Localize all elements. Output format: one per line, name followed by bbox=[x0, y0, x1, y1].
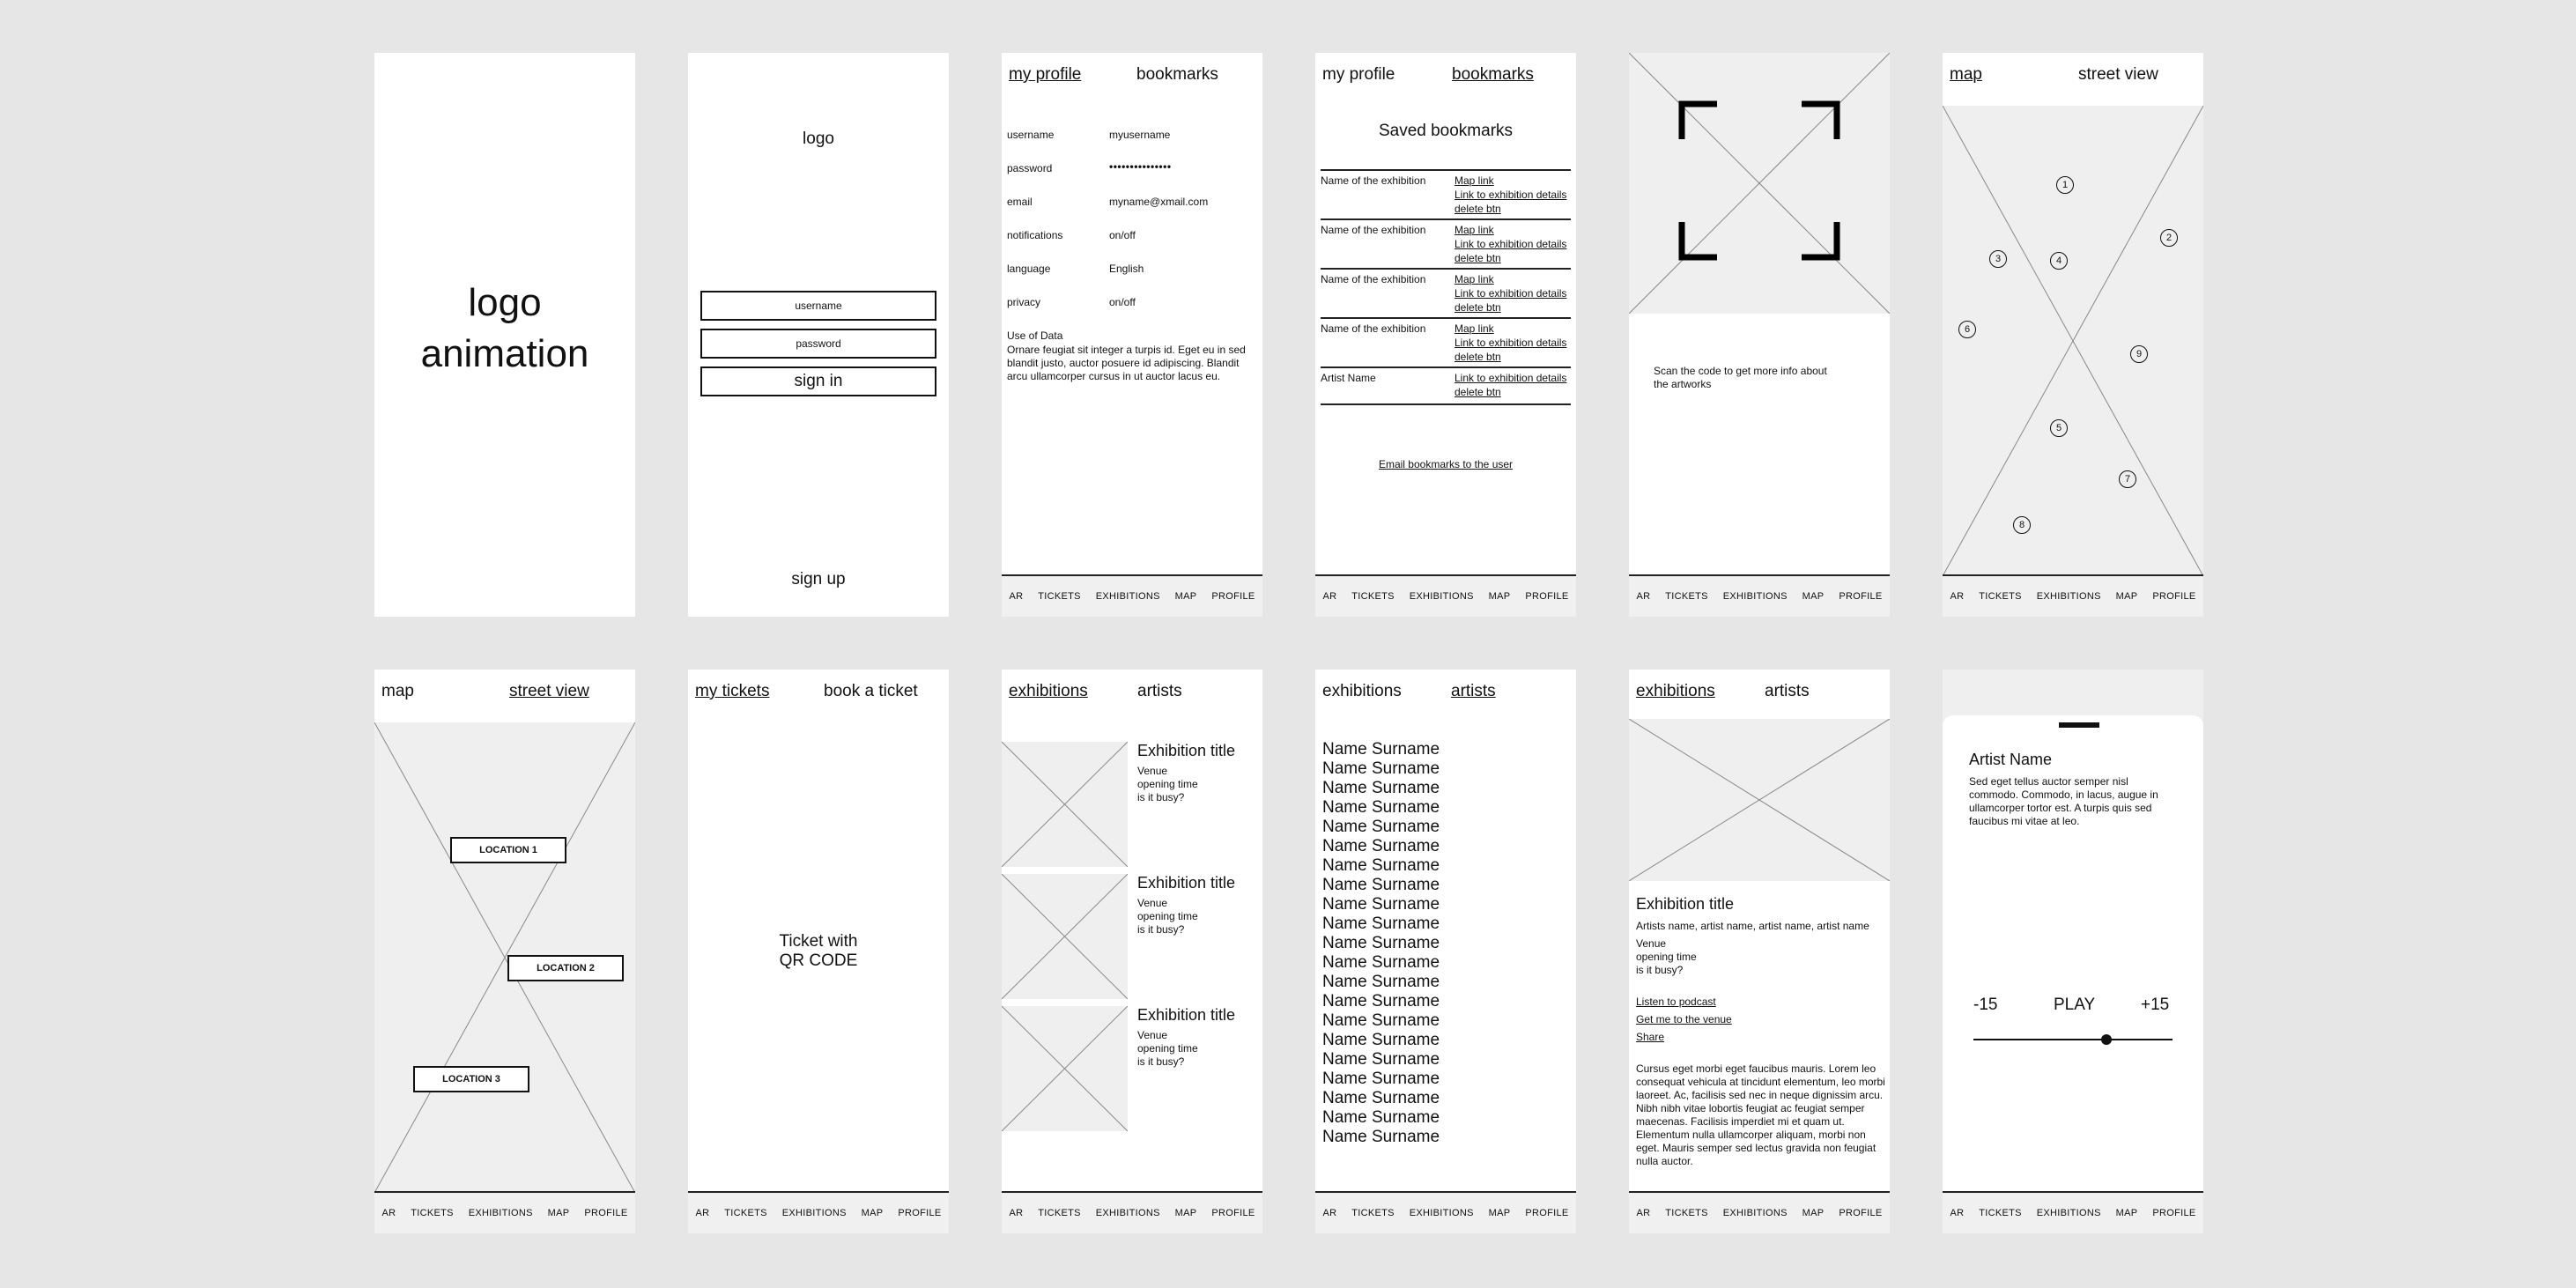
artists-screen bbox=[1315, 670, 1576, 1233]
nav-ar[interactable]: AR bbox=[1950, 591, 1965, 602]
artist-name[interactable]: Name Surname bbox=[1322, 759, 1440, 778]
exhibition-name: Name of the exhibition bbox=[1321, 273, 1426, 285]
field-value[interactable]: on/off bbox=[1109, 229, 1136, 241]
exhibitions-screen bbox=[1002, 670, 1262, 1233]
tab-artists[interactable]: artists bbox=[1451, 682, 1496, 700]
use-of-data-title: Use of Data bbox=[1007, 329, 1063, 342]
placeholder-cross bbox=[1002, 742, 1128, 867]
nav-map[interactable]: MAP bbox=[1802, 591, 1825, 602]
bottom-nav bbox=[1002, 1191, 1262, 1233]
bookmark-row bbox=[1321, 169, 1571, 220]
busy-status: is it busy? bbox=[1137, 1055, 1185, 1068]
progress-track[interactable] bbox=[1973, 1039, 2173, 1040]
logo: logo bbox=[803, 130, 834, 148]
exhibition-meta bbox=[1137, 897, 1198, 936]
nav-profile[interactable]: PROFILE bbox=[2152, 1208, 2196, 1218]
nav-exhibitions[interactable]: EXHIBITIONS bbox=[1409, 591, 1474, 602]
field-value[interactable]: myusername bbox=[1109, 129, 1171, 141]
map-pin[interactable]: 1 bbox=[2056, 176, 2074, 194]
exhibition-detail-screen bbox=[1629, 670, 1890, 1233]
animation-text: animation bbox=[420, 332, 589, 375]
exhibition-meta bbox=[1636, 937, 1697, 977]
player-sheet bbox=[1943, 715, 2203, 1193]
nav-map[interactable]: MAP bbox=[2115, 591, 2138, 602]
location-marker[interactable]: LOCATION 2 bbox=[507, 955, 624, 981]
artist-name[interactable]: Name Surname bbox=[1322, 1070, 1440, 1088]
ar-scan-screen bbox=[1629, 53, 1890, 617]
nav-tickets[interactable]: TICKETS bbox=[1038, 591, 1081, 602]
nav-exhibitions[interactable]: EXHIBITIONS bbox=[1095, 1208, 1160, 1218]
details-link[interactable]: Link to exhibition details bbox=[1455, 372, 1567, 384]
tab-map[interactable]: map bbox=[1950, 65, 1982, 84]
artist-name[interactable]: Name Surname bbox=[1322, 740, 1440, 759]
field-label: email bbox=[1007, 196, 1033, 208]
nav-ar[interactable]: AR bbox=[1009, 591, 1024, 602]
forward-15-button[interactable]: +15 bbox=[2141, 996, 2170, 1014]
map-screen bbox=[1943, 53, 2203, 617]
artist-name[interactable]: Name Surname bbox=[1322, 1108, 1440, 1127]
tab-exhibitions[interactable]: exhibitions bbox=[1636, 682, 1715, 700]
nav-profile[interactable]: PROFILE bbox=[1525, 591, 1569, 602]
nav-exhibitions[interactable]: EXHIBITIONS bbox=[781, 1208, 847, 1218]
progress-knob[interactable] bbox=[2101, 1034, 2112, 1045]
venue: Venue bbox=[1137, 765, 1168, 777]
venue: Venue bbox=[1636, 937, 1667, 950]
map-pin[interactable]: 6 bbox=[1958, 321, 1976, 338]
map-pin[interactable]: 2 bbox=[2160, 229, 2178, 247]
nav-ar[interactable]: AR bbox=[695, 1208, 710, 1218]
nav-exhibitions[interactable]: EXHIBITIONS bbox=[1722, 591, 1788, 602]
tab-map[interactable]: map bbox=[381, 682, 414, 700]
exhibition-name: Name of the exhibition bbox=[1321, 224, 1426, 236]
ticket-qr-code[interactable] bbox=[688, 932, 949, 971]
delete-button[interactable]: delete btn bbox=[1455, 301, 1501, 314]
nav-map[interactable]: MAP bbox=[1488, 1208, 1511, 1218]
nav-ar[interactable]: AR bbox=[1322, 591, 1337, 602]
podcast-link[interactable]: Listen to podcast bbox=[1636, 996, 1716, 1008]
bottom-nav bbox=[1629, 574, 1890, 617]
field-label: language bbox=[1007, 263, 1051, 275]
map-pin[interactable]: 5 bbox=[2050, 419, 2068, 437]
tickets-screen bbox=[688, 670, 949, 1233]
tab-artists[interactable]: artists bbox=[1765, 682, 1810, 700]
street-view-screen bbox=[374, 670, 635, 1233]
nav-tickets[interactable]: TICKETS bbox=[1979, 591, 2022, 602]
field-label: notifications bbox=[1007, 229, 1063, 241]
busy-status: is it busy? bbox=[1137, 791, 1185, 803]
exhibition-card[interactable] bbox=[1002, 874, 1262, 999]
drag-handle[interactable] bbox=[2059, 722, 2099, 728]
exhibition-title: Exhibition title bbox=[1137, 1006, 1236, 1024]
profile-screen bbox=[1002, 53, 1262, 617]
nav-exhibitions[interactable]: EXHIBITIONS bbox=[2036, 1208, 2101, 1218]
nav-map[interactable]: MAP bbox=[1174, 591, 1197, 602]
tab-street-view[interactable]: street view bbox=[2078, 65, 2158, 84]
nav-profile[interactable]: PROFILE bbox=[1839, 1208, 1883, 1218]
placeholder-cross bbox=[1629, 719, 1890, 881]
map-link[interactable]: Map link bbox=[1455, 322, 1494, 335]
exhibition-name: Name of the exhibition bbox=[1321, 322, 1426, 335]
bookmark-row bbox=[1321, 268, 1571, 319]
artist-name[interactable]: Name Surname bbox=[1322, 895, 1440, 914]
sign-in-button[interactable]: sign in bbox=[700, 366, 936, 396]
exhibition-name: Name of the exhibition bbox=[1321, 174, 1426, 187]
nav-exhibitions[interactable]: EXHIBITIONS bbox=[1722, 1208, 1788, 1218]
nav-profile[interactable]: PROFILE bbox=[1211, 591, 1255, 602]
bookmark-row-artist bbox=[1321, 366, 1571, 405]
field-value[interactable]: ••••••••••••••• bbox=[1109, 160, 1172, 173]
map-pin[interactable]: 3 bbox=[1989, 250, 2007, 268]
placeholder-cross bbox=[1002, 874, 1128, 999]
scan-hint: Scan the code to get more info about the artworks bbox=[1654, 365, 1827, 390]
bottom-nav bbox=[1315, 574, 1576, 617]
artist-name[interactable]: Name Surname bbox=[1322, 973, 1440, 991]
nav-ar[interactable]: AR bbox=[1009, 1208, 1024, 1218]
busy-status: is it busy? bbox=[1636, 964, 1684, 976]
busy-status: is it busy? bbox=[1137, 923, 1185, 936]
use-of-data-text: Ornare feugiat sit integer a turpis id. Eget eu in sed blandit justo, auctor posuere id adipiscing. Blandit arcu ullamcorper cursus in ut auctor lacus eu. bbox=[1007, 344, 1246, 382]
artist-name[interactable]: Name Surname bbox=[1322, 1050, 1440, 1069]
nav-tickets[interactable]: TICKETS bbox=[1665, 1208, 1708, 1218]
tab-artists[interactable]: artists bbox=[1137, 682, 1182, 700]
nav-exhibitions[interactable]: EXHIBITIONS bbox=[468, 1208, 533, 1218]
field-label: privacy bbox=[1007, 296, 1041, 308]
delete-button[interactable]: delete btn bbox=[1455, 203, 1501, 215]
tab-my-profile[interactable]: my profile bbox=[1322, 65, 1395, 84]
nav-tickets[interactable]: TICKETS bbox=[724, 1208, 767, 1218]
placeholder-cross bbox=[1002, 1006, 1128, 1131]
delete-button[interactable]: delete btn bbox=[1455, 386, 1501, 398]
venue: Venue bbox=[1137, 1029, 1168, 1041]
artist-name[interactable]: Name Surname bbox=[1322, 1011, 1440, 1030]
exhibition-hero-placeholder bbox=[1629, 719, 1890, 881]
details-link[interactable]: Link to exhibition details bbox=[1455, 337, 1567, 349]
nav-profile[interactable]: PROFILE bbox=[1211, 1208, 1255, 1218]
nav-profile[interactable]: PROFILE bbox=[1525, 1208, 1569, 1218]
location-marker[interactable]: LOCATION 3 bbox=[413, 1066, 529, 1092]
artist-name[interactable]: Name Surname bbox=[1322, 837, 1440, 855]
details-link[interactable]: Link to exhibition details bbox=[1455, 287, 1567, 300]
rewind-15-button[interactable]: -15 bbox=[1973, 996, 1998, 1014]
nav-ar[interactable]: AR bbox=[1636, 591, 1651, 602]
nav-exhibitions[interactable]: EXHIBITIONS bbox=[2036, 591, 2101, 602]
map-placeholder[interactable] bbox=[1943, 106, 2203, 576]
map-pin[interactable]: 9 bbox=[2130, 345, 2148, 363]
artist-bio: Sed eget tellus auctor semper nisl commodo. Commodo, in lacus, augue in ullamcorper tortor est. A turpis quis sed faucibus mi vitae at leo. bbox=[1969, 775, 2158, 827]
bottom-nav bbox=[1002, 574, 1262, 617]
field-label: password bbox=[1007, 162, 1053, 174]
opening-time: opening time bbox=[1137, 778, 1198, 790]
nav-profile[interactable]: PROFILE bbox=[1839, 591, 1883, 602]
field-value[interactable]: myname@xmail.com bbox=[1109, 196, 1209, 208]
bottom-nav bbox=[1943, 574, 2203, 617]
nav-tickets[interactable]: TICKETS bbox=[1038, 1208, 1081, 1218]
tab-my-profile[interactable]: my profile bbox=[1009, 65, 1082, 84]
exhibition-card[interactable] bbox=[1002, 1006, 1262, 1131]
tab-bookmarks[interactable]: bookmarks bbox=[1136, 65, 1218, 84]
exhibition-image-placeholder bbox=[1002, 874, 1128, 999]
bookmarks-screen bbox=[1315, 53, 1576, 617]
nav-tickets[interactable]: TICKETS bbox=[1979, 1208, 2022, 1218]
username-field[interactable]: username bbox=[700, 291, 936, 321]
share-link[interactable]: Share bbox=[1636, 1031, 1665, 1043]
exhibition-card[interactable] bbox=[1002, 742, 1262, 867]
nav-profile[interactable]: PROFILE bbox=[2152, 591, 2196, 602]
tab-book-ticket[interactable]: book a ticket bbox=[824, 682, 918, 700]
details-link[interactable]: Link to exhibition details bbox=[1455, 189, 1567, 201]
saved-bookmarks-title: Saved bookmarks bbox=[1378, 122, 1514, 140]
play-button[interactable]: PLAY bbox=[2054, 996, 2096, 1014]
map-link[interactable]: Map link bbox=[1455, 224, 1494, 236]
opening-time: opening time bbox=[1636, 951, 1697, 963]
field-label: username bbox=[1007, 129, 1055, 141]
nav-map[interactable]: MAP bbox=[861, 1208, 884, 1218]
nav-profile[interactable]: PROFILE bbox=[584, 1208, 628, 1218]
artist-name[interactable]: Name Surname bbox=[1322, 798, 1440, 817]
artist-name[interactable]: Name Surname bbox=[1322, 1128, 1440, 1146]
sign-up-link[interactable]: sign up bbox=[791, 570, 846, 588]
artist-name[interactable]: Name Surname bbox=[1322, 1031, 1440, 1049]
artist-name[interactable]: Name Surname bbox=[1322, 914, 1440, 933]
exhibition-title: Exhibition title bbox=[1137, 742, 1236, 759]
password-field[interactable]: password bbox=[700, 329, 936, 359]
nav-ar[interactable]: AR bbox=[1950, 1208, 1965, 1218]
login-screen bbox=[688, 53, 949, 617]
nav-tickets[interactable]: TICKETS bbox=[1351, 591, 1395, 602]
bottom-nav bbox=[1629, 1191, 1890, 1233]
logo-text: logo bbox=[468, 281, 542, 324]
details-link[interactable]: Link to exhibition details bbox=[1455, 238, 1567, 250]
field-value[interactable]: English bbox=[1109, 263, 1144, 275]
tab-my-tickets[interactable]: my tickets bbox=[695, 682, 770, 700]
tab-street-view[interactable]: street view bbox=[509, 682, 589, 700]
exhibition-meta bbox=[1137, 1029, 1198, 1069]
bookmark-row bbox=[1321, 218, 1571, 270]
bookmark-row bbox=[1321, 317, 1571, 368]
exhibition-image-placeholder bbox=[1002, 742, 1128, 867]
location-marker[interactable]: LOCATION 1 bbox=[450, 837, 566, 863]
artist-name[interactable]: Name Surname bbox=[1322, 1089, 1440, 1107]
bottom-nav bbox=[688, 1191, 949, 1233]
audio-player-screen bbox=[1943, 670, 2203, 1233]
email-bookmarks-link[interactable]: Email bookmarks to the user bbox=[1378, 458, 1514, 470]
exhibition-title: Exhibition title bbox=[1137, 874, 1236, 892]
nav-ar[interactable]: AR bbox=[1322, 1208, 1337, 1218]
map-pin[interactable]: 4 bbox=[2050, 252, 2068, 270]
nav-tickets[interactable]: TICKETS bbox=[1351, 1208, 1395, 1218]
exhibition-title: Exhibition title bbox=[1636, 895, 1735, 913]
nav-tickets[interactable]: TICKETS bbox=[411, 1208, 454, 1218]
splash-screen bbox=[374, 53, 635, 617]
map-pin[interactable]: 7 bbox=[2119, 470, 2136, 488]
nav-map[interactable]: MAP bbox=[1802, 1208, 1825, 1218]
artist-list bbox=[1322, 740, 1440, 1147]
bottom-nav bbox=[1943, 1191, 2203, 1233]
venue: Venue bbox=[1137, 897, 1168, 909]
nav-exhibitions[interactable]: EXHIBITIONS bbox=[1095, 591, 1160, 602]
exhibition-artists: Artists name, artist name, artist name, artist name bbox=[1636, 920, 1869, 932]
nav-tickets[interactable]: TICKETS bbox=[1665, 591, 1708, 602]
ticket-line: Ticket with bbox=[779, 932, 858, 951]
artist-name[interactable]: Name Surname bbox=[1322, 856, 1440, 875]
scan-frame-icon bbox=[1629, 53, 1890, 314]
opening-time: opening time bbox=[1137, 1042, 1198, 1055]
artist-name[interactable]: Name Surname bbox=[1322, 876, 1440, 894]
exhibition-image-placeholder bbox=[1002, 1006, 1128, 1131]
nav-map[interactable]: MAP bbox=[2115, 1208, 2138, 1218]
nav-map[interactable]: MAP bbox=[1174, 1208, 1197, 1218]
exhibition-meta bbox=[1137, 765, 1198, 804]
nav-map[interactable]: MAP bbox=[547, 1208, 570, 1218]
artist-name[interactable]: Name Surname bbox=[1322, 818, 1440, 836]
nav-profile[interactable]: PROFILE bbox=[898, 1208, 942, 1218]
logo-animation bbox=[374, 278, 635, 380]
artist-name[interactable]: Name Surname bbox=[1322, 953, 1440, 972]
nav-exhibitions[interactable]: EXHIBITIONS bbox=[1409, 1208, 1474, 1218]
bottom-nav bbox=[1315, 1191, 1576, 1233]
artist-name: Artist Name bbox=[1321, 372, 1376, 384]
venue-directions-link[interactable]: Get me to the venue bbox=[1636, 1013, 1732, 1025]
artist-name[interactable]: Name Surname bbox=[1322, 934, 1440, 952]
placeholder-cross bbox=[1943, 106, 2203, 576]
ticket-line: QR CODE bbox=[779, 951, 858, 970]
map-link[interactable]: Map link bbox=[1455, 273, 1494, 285]
tab-bookmarks[interactable]: bookmarks bbox=[1452, 65, 1534, 84]
field-value[interactable]: on/off bbox=[1109, 296, 1136, 308]
map-link[interactable]: Map link bbox=[1455, 174, 1494, 187]
exhibition-description: Cursus eget morbi eget faucibus mauris. Lorem leo consequat vehicula at tincidunt elementum, leo morbi laoreet. Ac, facilisis sed nec in neque dignissim arcu. Nibh nibh vitae lobortis feugiat ac feugiat semper maecenas. Facilisis imperdiet mi et quam ut. Elementum nulla ullamcorper aliquam, morbi non eget. Mauris semper sed lectus gravida non feugiat nulla auctor. bbox=[1636, 1062, 1885, 1167]
nav-ar[interactable]: AR bbox=[381, 1208, 396, 1218]
opening-time: opening time bbox=[1137, 910, 1198, 922]
artist-name: Artist Name bbox=[1969, 751, 2053, 768]
nav-ar[interactable]: AR bbox=[1636, 1208, 1651, 1218]
street-view-placeholder[interactable] bbox=[374, 722, 635, 1193]
delete-button[interactable]: delete btn bbox=[1455, 252, 1501, 264]
delete-button[interactable]: delete btn bbox=[1455, 351, 1501, 363]
map-pin[interactable]: 8 bbox=[2013, 516, 2031, 534]
artist-name[interactable]: Name Surname bbox=[1322, 992, 1440, 1010]
nav-map[interactable]: MAP bbox=[1488, 591, 1511, 602]
artist-name[interactable]: Name Surname bbox=[1322, 779, 1440, 797]
bottom-nav bbox=[374, 1191, 635, 1233]
tab-exhibitions[interactable]: exhibitions bbox=[1009, 682, 1088, 700]
tab-exhibitions[interactable]: exhibitions bbox=[1322, 682, 1402, 700]
camera-view-placeholder[interactable] bbox=[1629, 53, 1890, 314]
